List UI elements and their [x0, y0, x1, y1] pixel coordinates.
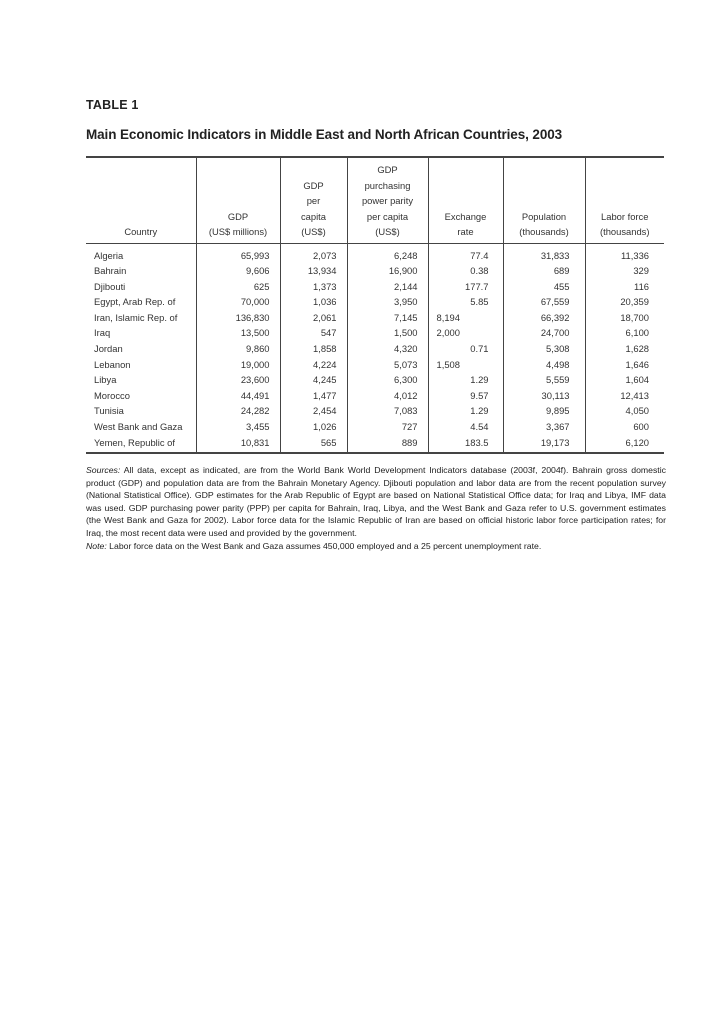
cell-exchange: 1.29	[428, 403, 503, 419]
column-header-gdp_per_capita	[280, 157, 347, 243]
cell-population: 5,308	[503, 341, 585, 357]
column-header-line: Country	[124, 226, 158, 237]
cell-exchange: 5.85	[428, 294, 503, 310]
cell-gdp_ppp: 7,083	[347, 403, 428, 419]
sources-text: All data, except as indicated, are from the World Bank World Development Indicators database (2003f, 2004f). Bahrain gross domestic product (GDP) and population data are from the Bahrain Monetary Agency. Djibouti population and labor data are from the recent population survey (National Statistical Office). GDP estimates for the Arab Republic of Egypt are based on National Statistical Office data; for Iraq and Libya, IMF data was used. GDP purchasing power parity (PPP) per capita for Bahrain, Iraq, Libya, and the West Bank and Gaza refer to U.S. government estimates (the West Bank and Gaza for 2002). Labor force data for the Islamic Republic of Iran are based on official historic labor force participation rates; for Iraq, the most recent data were used and provided by the government.	[86, 465, 666, 538]
cell-gdp: 9,860	[196, 341, 280, 357]
cell-country: Lebanon	[94, 358, 131, 370]
cell-gdp: 625	[196, 279, 280, 295]
cell-population: 66,392	[503, 310, 585, 326]
column-header-line: purchasing	[364, 179, 411, 191]
cell-gdp_ppp: 4,320	[347, 341, 428, 357]
cell-country: Jordan	[94, 343, 123, 355]
cell-exchange: 0.71	[428, 341, 503, 357]
cell-exchange: 4.54	[428, 419, 503, 435]
cell-gdp: 24,282	[196, 403, 280, 419]
column-header-line: Exchange	[444, 210, 487, 222]
cell-gdp_per_capita: 1,373	[280, 279, 347, 295]
table-row	[86, 341, 664, 357]
cell-country: Iraq	[94, 327, 111, 339]
cell-gdp: 44,491	[196, 388, 280, 404]
cell-population: 24,700	[503, 325, 585, 341]
cell-country: Libya	[94, 374, 117, 386]
table-row	[86, 419, 664, 435]
column-header-line: per	[306, 195, 321, 206]
cell-country: Algeria	[94, 249, 124, 261]
cell-gdp: 13,500	[196, 325, 280, 341]
table-row	[86, 325, 664, 341]
table-label: TABLE 1	[86, 98, 139, 112]
cell-labor: 18,700	[585, 310, 664, 326]
cell-population: 689	[503, 263, 585, 279]
cell-gdp_per_capita: 4,224	[280, 357, 347, 373]
cell-country: Djibouti	[94, 280, 126, 292]
cell-gdp_ppp: 4,012	[347, 388, 428, 404]
table-row	[86, 388, 664, 404]
cell-labor: 1,628	[585, 341, 664, 357]
table-row	[86, 310, 664, 326]
cell-exchange: 9.57	[428, 388, 503, 404]
table-body	[86, 243, 664, 453]
cell-gdp: 65,993	[196, 243, 280, 263]
cell-labor: 600	[585, 419, 664, 435]
cell-gdp: 9,606	[196, 263, 280, 279]
cell-labor: 6,120	[585, 435, 664, 454]
cell-country: Yemen, Republic of	[86, 435, 196, 454]
cell-country: Bahrain	[94, 265, 127, 277]
column-header-line: (US$ millions)	[208, 226, 268, 237]
note-label: Note:	[86, 540, 107, 551]
cell-labor: 6,100	[585, 325, 664, 341]
cell-gdp_per_capita: 4,245	[280, 372, 347, 388]
cell-population: 67,559	[503, 294, 585, 310]
cell-labor: 4,050	[585, 403, 664, 419]
column-header-exchange	[428, 157, 503, 243]
cell-exchange: 1.29	[428, 372, 503, 388]
cell-exchange: 0.38	[428, 263, 503, 279]
column-header-gdp	[196, 157, 280, 243]
cell-gdp: 23,600	[196, 372, 280, 388]
cell-gdp_per_capita: 1,477	[280, 388, 347, 404]
cell-country: Tunisia	[94, 405, 124, 417]
cell-population: 3,367	[503, 419, 585, 435]
cell-gdp_per_capita: 1,036	[280, 294, 347, 310]
column-header-line: GDP	[303, 179, 324, 191]
cell-gdp_ppp: 5,073	[347, 357, 428, 373]
cell-gdp: 136,830	[196, 310, 280, 326]
note-text: Labor force data on the West Bank and Gaza assumes 450,000 employed and a 25 percent unemployment rate.	[106, 540, 542, 551]
cell-gdp: 19,000	[196, 357, 280, 373]
cell-population: 5,559	[503, 372, 585, 388]
cell-gdp_ppp: 6,248	[347, 243, 428, 263]
cell-gdp_per_capita: 2,073	[280, 243, 347, 263]
cell-labor: 1,646	[585, 357, 664, 373]
cell-population: 455	[503, 279, 585, 295]
cell-gdp_per_capita: 1,026	[280, 419, 347, 435]
cell-exchange: 183.5	[428, 435, 503, 454]
cell-exchange: 77.4	[428, 243, 503, 263]
cell-gdp_ppp: 3,950	[347, 294, 428, 310]
table-row	[86, 357, 664, 373]
cell-labor: 116	[585, 279, 664, 295]
table-row	[86, 435, 664, 454]
column-header-line: (thousands)	[599, 226, 650, 237]
column-header-line: (US$)	[375, 226, 400, 237]
cell-labor: 12,413	[585, 388, 664, 404]
column-header-population	[503, 157, 585, 243]
table-row	[86, 372, 664, 388]
cell-population: 30,113	[503, 388, 585, 404]
table-title: Main Economic Indicators in Middle East and North African Countries, 2003	[86, 127, 563, 142]
cell-gdp_ppp: 2,144	[347, 279, 428, 295]
cell-country: Egypt, Arab Rep. of	[94, 296, 176, 308]
cell-gdp_ppp: 16,900	[347, 263, 428, 279]
cell-gdp_per_capita: 565	[280, 435, 347, 454]
column-header-line: Labor force	[601, 210, 649, 222]
cell-gdp: 70,000	[196, 294, 280, 310]
table-row	[86, 263, 664, 279]
table-row	[86, 243, 664, 263]
cell-population: 4,498	[503, 357, 585, 373]
cell-gdp_per_capita: 13,934	[280, 263, 347, 279]
column-header-line: GDP	[377, 164, 398, 175]
cell-gdp_ppp: 6,300	[347, 372, 428, 388]
cell-exchange: 2,000	[428, 325, 503, 341]
column-header-line: Population	[521, 210, 567, 222]
cell-labor: 20,359	[585, 294, 664, 310]
cell-gdp_ppp: 727	[347, 419, 428, 435]
column-header-gdp_ppp	[347, 157, 428, 243]
note	[86, 540, 666, 553]
cell-labor: 329	[585, 263, 664, 279]
cell-exchange: 177.7	[428, 279, 503, 295]
column-header-line: power parity	[361, 195, 414, 206]
column-header-line: rate	[457, 226, 474, 237]
economic-indicators-table	[86, 156, 664, 454]
cell-labor: 1,604	[585, 372, 664, 388]
table-row	[86, 294, 664, 310]
column-header-line: GDP	[227, 210, 249, 222]
column-header-line: (US$)	[301, 226, 326, 237]
cell-country: Morocco	[94, 389, 130, 401]
column-header-labor	[585, 157, 664, 243]
cell-exchange: 1,508	[428, 357, 503, 373]
table-row	[86, 403, 664, 419]
table-header-row	[86, 157, 664, 243]
cell-gdp_ppp: 889	[347, 435, 428, 454]
cell-gdp_ppp: 1,500	[347, 325, 428, 341]
cell-gdp_per_capita: 1,858	[280, 341, 347, 357]
cell-population: 19,173	[503, 435, 585, 454]
cell-country: West Bank and Gaza	[94, 421, 183, 433]
cell-population: 9,895	[503, 403, 585, 419]
cell-exchange: 8,194	[428, 310, 503, 326]
cell-gdp_per_capita: 2,454	[280, 403, 347, 419]
cell-gdp: 10,831	[196, 435, 280, 454]
column-header-country	[86, 157, 196, 243]
cell-gdp_ppp: 7,145	[347, 310, 428, 326]
table-notes	[86, 464, 666, 552]
sources-label: Sources:	[86, 465, 121, 475]
cell-labor: 11,336	[585, 243, 664, 263]
table-row	[86, 279, 664, 295]
column-header-line: (thousands)	[519, 226, 569, 237]
cell-population: 31,833	[503, 243, 585, 263]
cell-gdp_per_capita: 547	[280, 325, 347, 341]
column-header-line: capita	[300, 210, 327, 222]
cell-country: Iran, Islamic Rep. of	[94, 311, 178, 323]
cell-gdp_per_capita: 2,061	[280, 310, 347, 326]
column-header-line: per capita	[366, 210, 409, 222]
cell-gdp: 3,455	[196, 419, 280, 435]
sources-note	[86, 464, 666, 540]
